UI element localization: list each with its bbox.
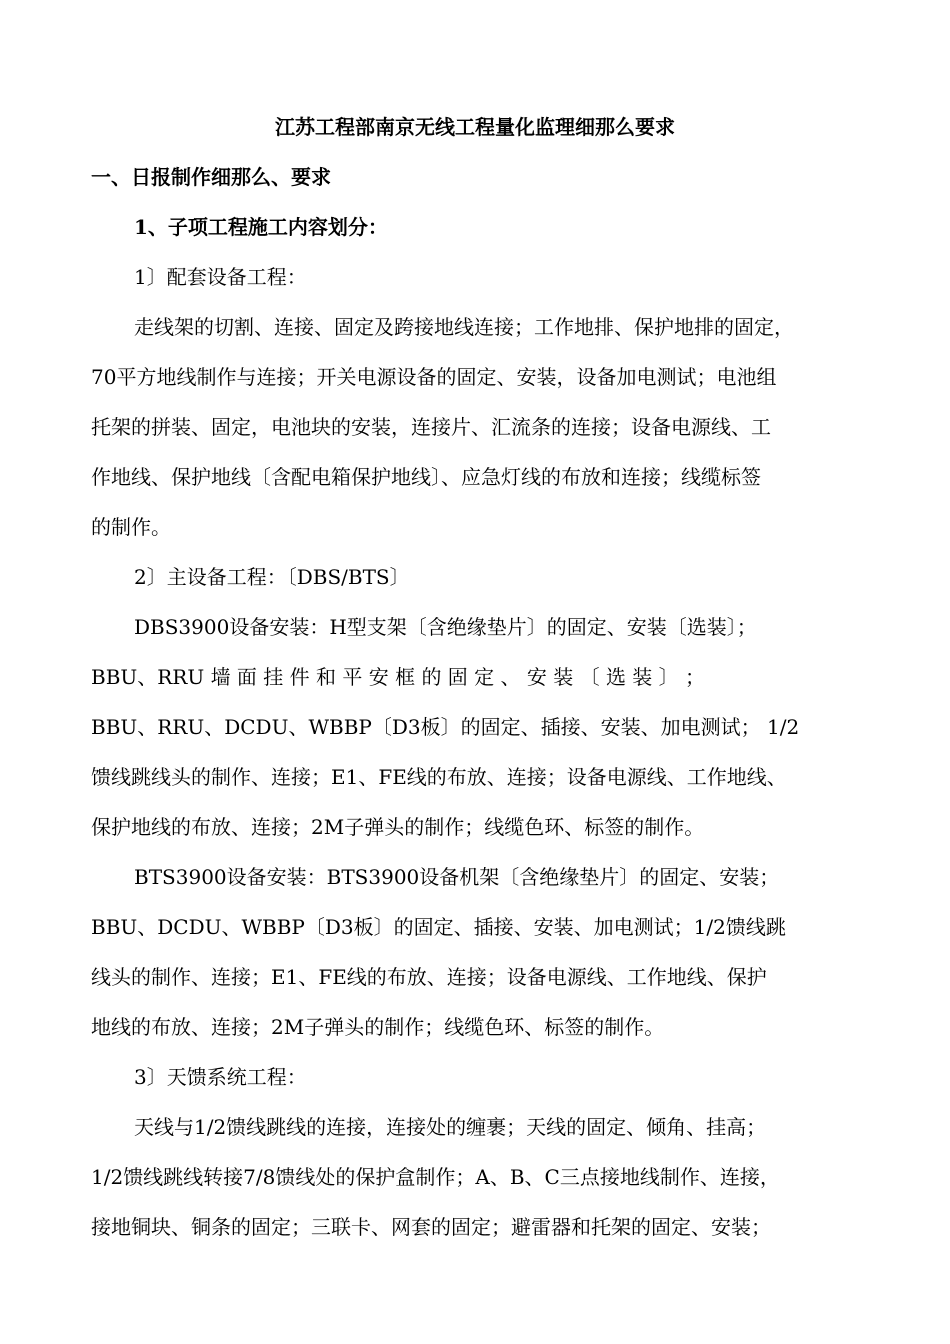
paragraph-line: 70平方地线制作与连接；开关电源设备的固定、安装，设备加电测试；电池组 [91,365,777,389]
document-title: 江苏工程部南京无线工程量化监理细那么要求 [275,115,675,139]
paragraph-line: 的制作。 [91,515,171,539]
paragraph-line: 保护地线的布放、连接；2M子弹头的制作；线缆色环、标签的制作。 [91,815,705,839]
paragraph-line: BTS3900设备安装：BTS3900设备机架〔含绝缘垫片〕的固定、安装； [134,865,780,889]
paragraph-line: 线头的制作、连接；E1、FE线的布放、连接；设备电源线、工作地线、保护 [91,965,767,989]
item-heading-3: 3〕天馈系统工程： [134,1065,307,1089]
paragraph-line: 1/2馈线跳线转接7/8馈线处的保护盒制作；A、B、C三点接地线制作、连接， [91,1165,780,1189]
paragraph-line: BBU、DCDU、WBBP〔D3板〕的固定、插接、安装、加电测试；1/2馈线跳 [91,915,786,939]
item-heading-2: 2〕主设备工程：〔DBS/BTS〕 [134,565,410,589]
paragraph-line: BBU、RRU、DCDU、WBBP〔D3板〕的固定、插接、安装、加电测试； 1/2 [91,715,800,739]
section-heading: 一、日报制作细那么、要求 [91,165,331,189]
paragraph-line: 托架的拼装、固定，电池块的安装，连接片、汇流条的连接；设备电源线、工 [91,415,771,439]
paragraph-line: 走线架的切割、连接、固定及跨接地线连接；工作地排、保护地排的固定， [134,315,794,339]
paragraph-line: 地线的布放、连接；2M子弹头的制作；线缆色环、标签的制作。 [91,1015,665,1039]
paragraph-line: BBU、RRU 墙 面 挂 件 和 平 安 框 的 固 定 、 安 装 〔 选 装 〕 ； [91,665,706,689]
paragraph-line: DBS3900设备安装：H型支架〔含绝缘垫片〕的固定、安装〔选装〕； [134,615,757,639]
paragraph-line: 馈线跳线头的制作、连接；E1、FE线的布放、连接；设备电源线、工作地线、 [91,765,787,789]
paragraph-line: 天线与1/2馈线跳线的连接，连接处的缠裹；天线的固定、倾角、挂高； [134,1115,767,1139]
paragraph-line: 作地线、保护地线〔含配电箱保护地线〕、应急灯线的布放和连接；线缆标签 [91,465,761,489]
subsection-heading: 1、子项工程施工内容划分： [134,215,388,239]
item-heading-1: 1〕配套设备工程： [134,265,307,289]
paragraph-line: 接地铜块、铜条的固定；三联卡、网套的固定；避雷器和托架的固定、安装； [91,1215,771,1239]
